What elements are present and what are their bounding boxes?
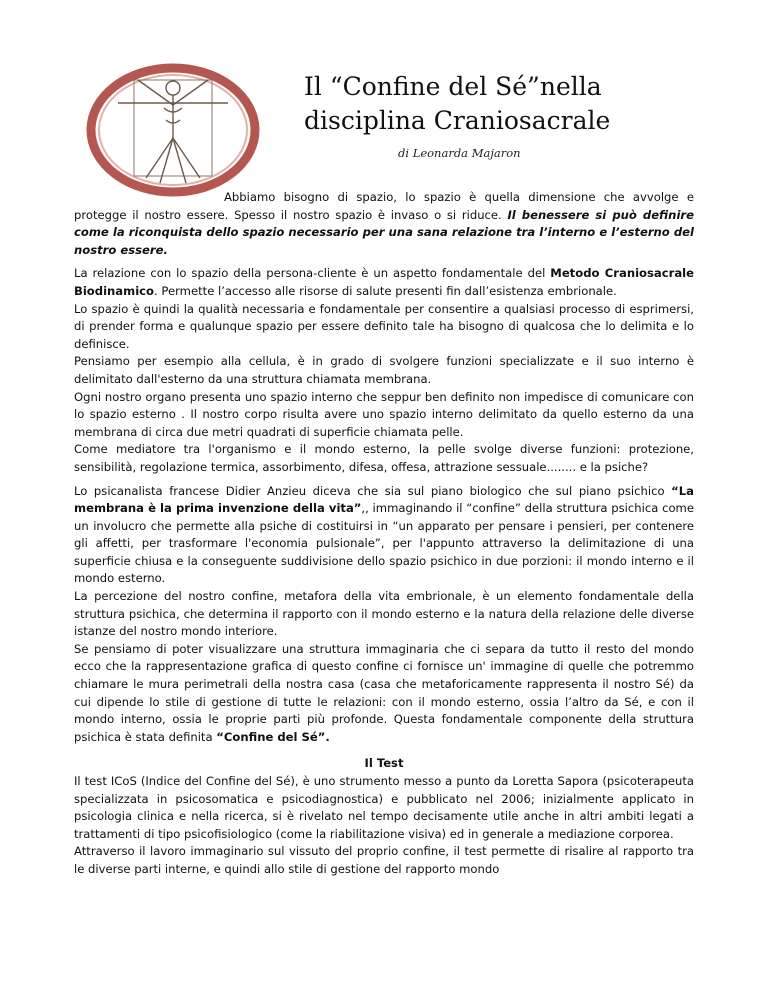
text-span: Lo psicanalista francese Didier Anzieu diceva che sia sul piano biologico che sul piano psichico — [74, 483, 665, 498]
intro-emphasis: Il benessere si può definire come la riconquista dello spazio necessario per una sana relazione tra l’interno e l’esterno del nostro essere. — [74, 207, 694, 257]
title-line-1: Il “Confine del Sé”nella — [304, 72, 602, 101]
paragraph: Attraverso il lavoro immaginario sul vissuto del proprio confine, il test permette di risalire al rapporto tra le diverse parti interne, e quindi allo stile di gestione del rapporto mondo — [74, 844, 694, 876]
paragraph: Ogni nostro organo presenta uno spazio interno che seppur ben definito non impedisce di comunicare con lo spazio esterno . Il nostro corpo risulta avere uno spazio interno delimitato da quello esterno da una membrana di circa due metri quadrati di superficie chiamata pelle. — [74, 389, 694, 439]
paragraph — [74, 265, 694, 300]
page-title — [304, 70, 734, 138]
paragraph — [74, 641, 694, 747]
text-span: Se pensiamo di poter visualizzare una struttura immaginaria che ci separa da tutto il resto del mondo ecco che la rappresentazione grafica di questo confine ci fornisce un' immagine di quelle che potremmo chiamare le mura perimetrali della nostra casa (casa che metaforicamente rappresenta il nostro Sé) da cui dipende lo stile di gestione di tutte le relazioni: con il mondo esterno, ossia l’altro da Sé, e con il mondo interno, ossia le proprie parti più profonde. Questa fondamentale componente della struttura psichica è stata definita — [74, 641, 694, 744]
paragraph: Come mediatore tra l'organismo e il mondo esterno, la pelle svolge diverse funzioni: protezione, sensibilità, regolazione termica, assorbimento, difesa, offesa, attrazione sessuale........ e la psiche? — [74, 442, 694, 474]
title-line-2: disciplina Craniosacrale — [304, 106, 611, 135]
text-span: ,, immaginando il “confine” della struttura psichica come un involucro che permette alla psiche di costituirsi in “un apparato per pensare i pensieri, per contenere gli affetti, per trasformare l'economia pulsionale”, per l'appunto attraverso la delimitazione di una superficie chiusa e la conseguente suddivisione dello spazio psichico in due porzioni: il mondo interno e il mondo esterno. — [74, 501, 694, 586]
vitruvian-man-logo — [78, 58, 268, 198]
paragraph: Il test ICoS (Indice del Confine del Sé), è uno strumento messo a punto da Loretta Sapora (psicoterapeuta specializzata in psicosomatica e psicodiagnostica) e pubblicato nel 2006; inizialmente applicato in psicologia clinica e nella ricerca, si è rivelato nel tempo decisamente utile anche in altri ambiti legati a trattamenti di tipo psicofisiologico (come la riabilitazione visiva) ed in generale a mediazione corporea. — [74, 774, 694, 841]
text-span: La relazione con lo spazio della persona-cliente è un aspetto fondamentale del — [74, 266, 546, 281]
intro-text: Abbiamo bisogno di spazio, lo spazio è quella dimensione che avvolge e protegge il nostro essere. Spesso il nostro spazio è invaso o si riduce. — [74, 190, 694, 222]
author-byline: di Leonarda Majaron — [398, 146, 521, 160]
text-span: . Permette l’accesso alle risorse di salute presenti fin dall’esistenza embrionale. — [154, 283, 617, 298]
intro-paragraph — [74, 189, 694, 259]
term-bold: “Confine del Sé”. — [216, 729, 330, 744]
article-body — [74, 189, 694, 879]
quote-bold: “La membrana è la prima invenzione della vita” — [74, 483, 694, 516]
paragraph: La percezione del nostro confine, metafora della vita embrionale, è un elemento fondamentale della struttura psichica, che determina il rapporto con il mondo esterno e la natura della relazione delle diverse istanze del nostro mondo interiore. — [74, 589, 694, 639]
paragraph — [74, 483, 694, 589]
method-name: Metodo Craniosacrale Biodinamico — [74, 266, 694, 298]
section-heading: Il Test — [364, 756, 404, 771]
paragraph: Lo spazio è quindi la qualità necessaria e fondamentale per consentire a qualsiasi processo di esprimersi, di prender forma e qualunque spazio per essere definito tale ha bisogno di qualcosa che lo delimita e lo definisce. — [74, 301, 694, 351]
paragraph: Pensiamo per esempio alla cellula, è in grado di svolgere funzioni specializzate e il suo interno è delimitato dall'esterno da una struttura chiamata membrana. — [74, 354, 694, 386]
